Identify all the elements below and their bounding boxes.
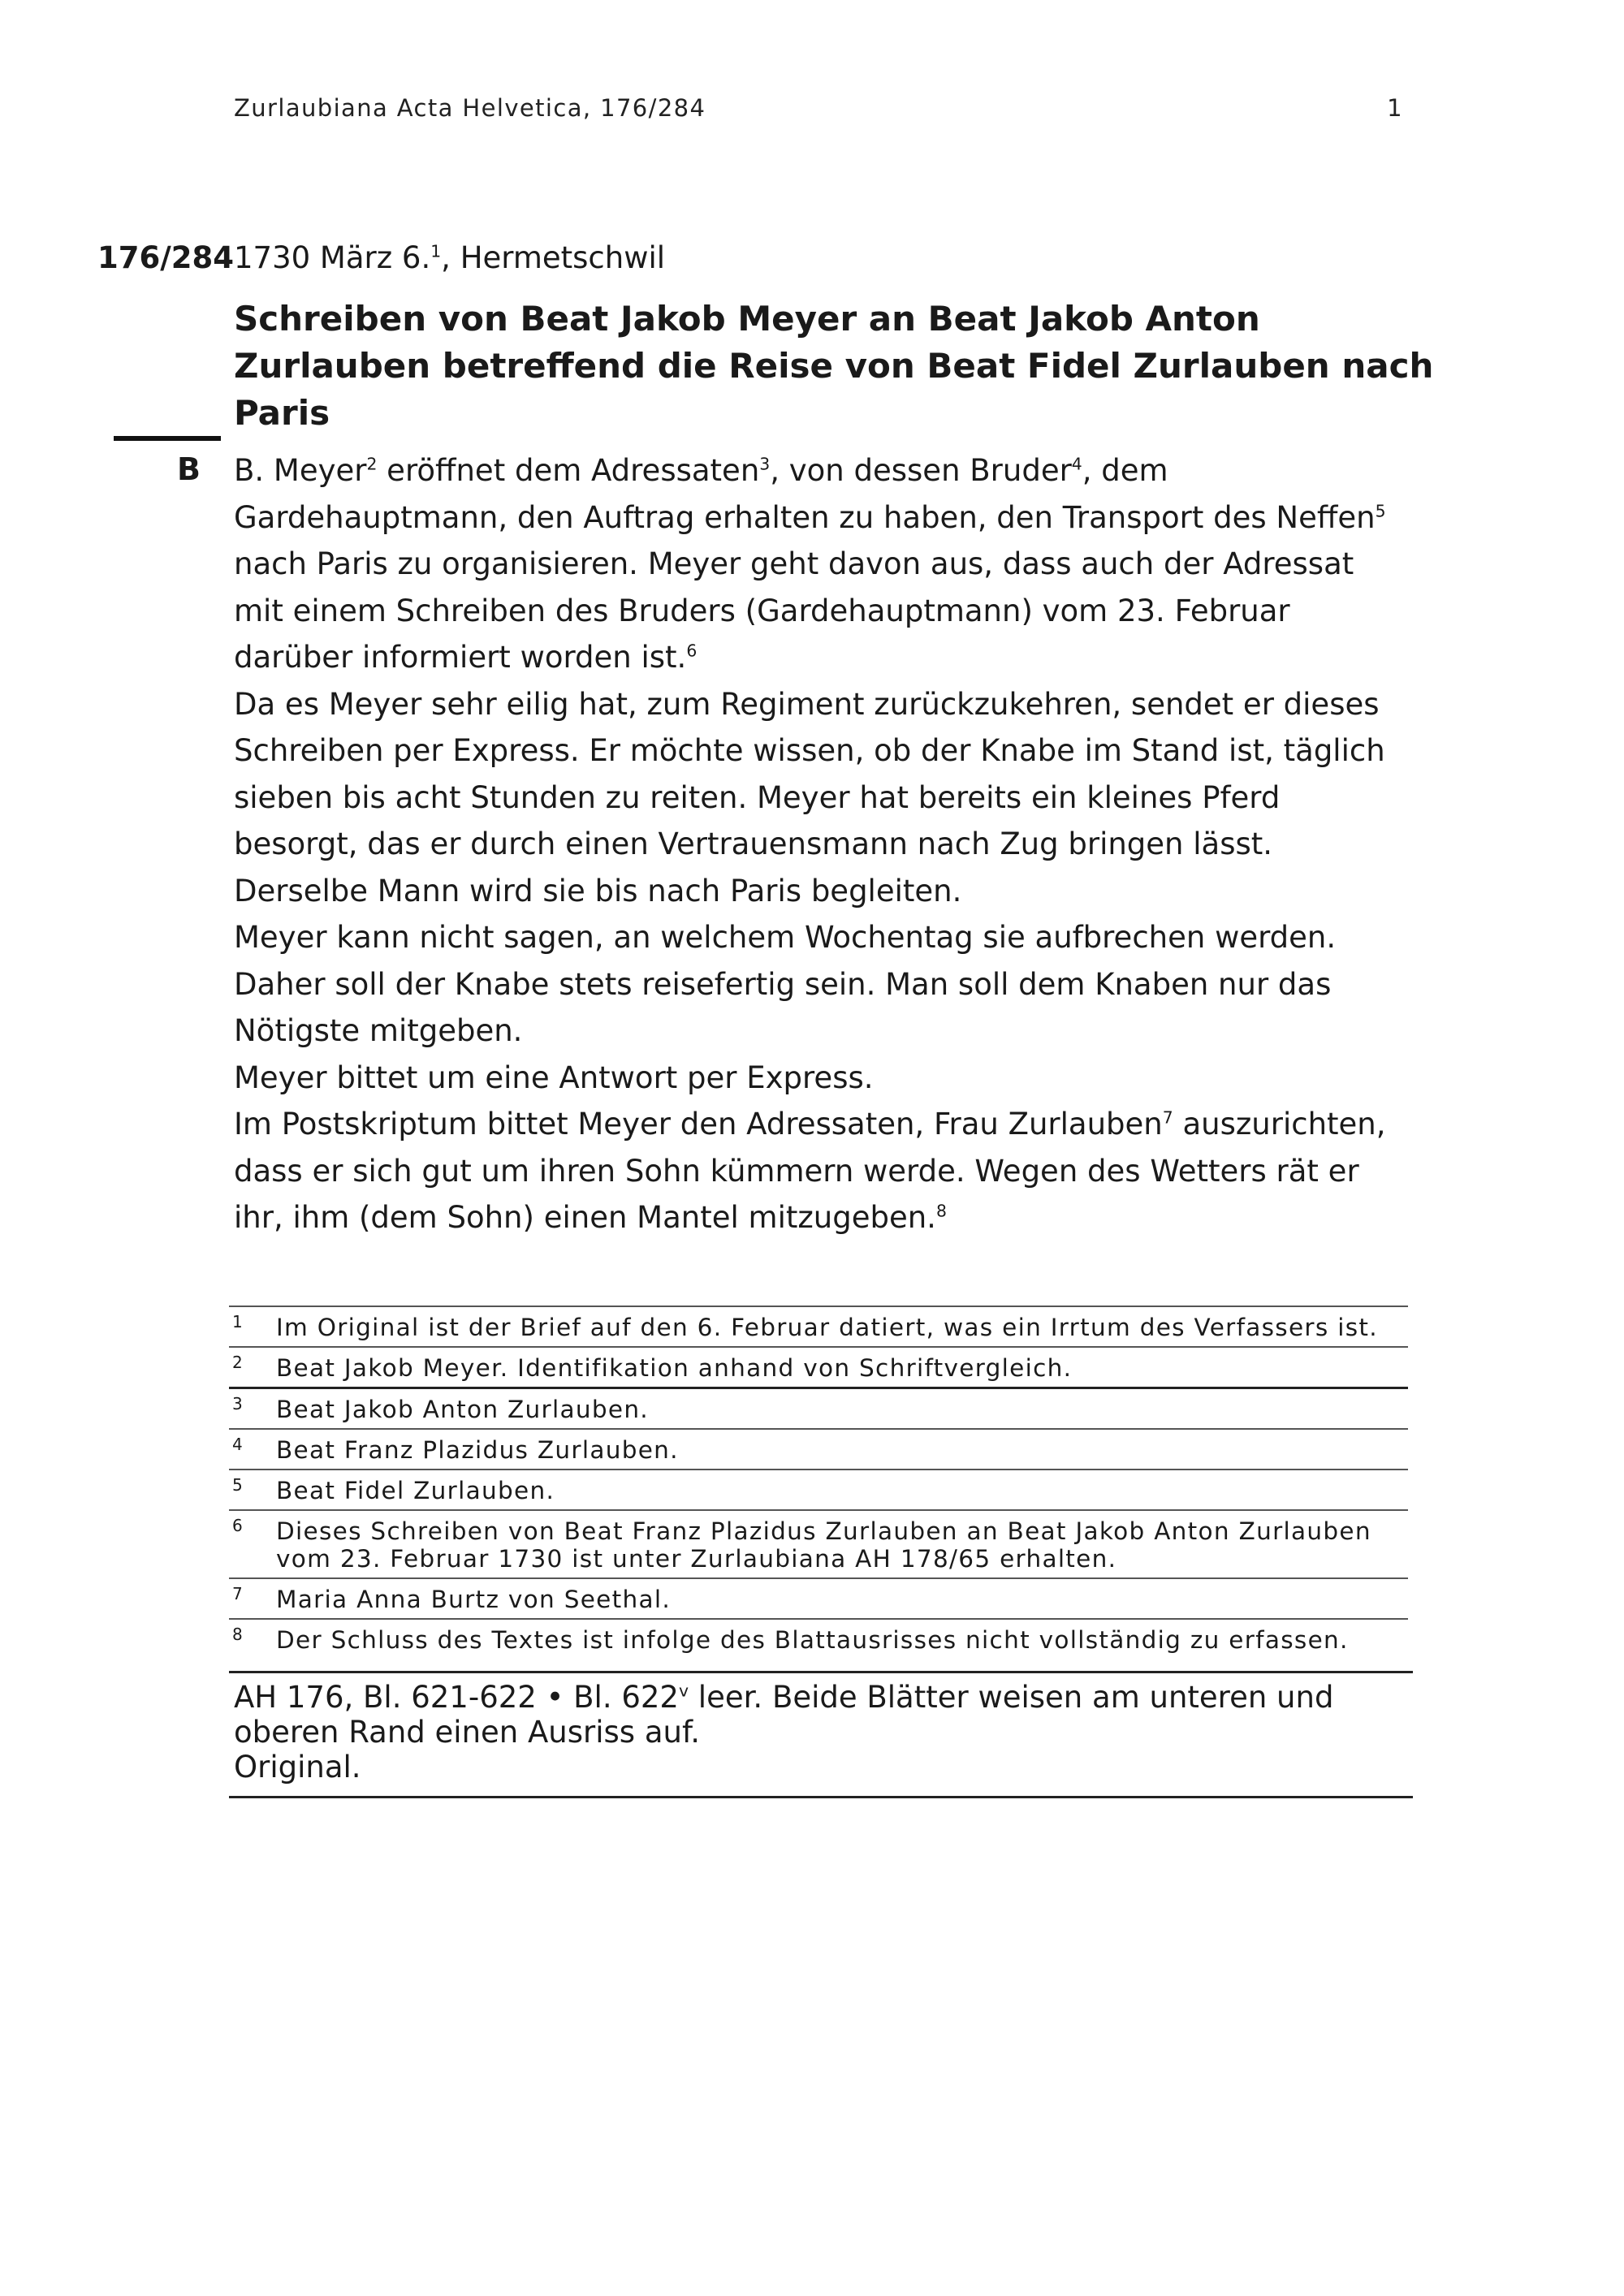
footnote-text: Dieses Schreiben von Beat Franz Plazidus Zurlauben an Beat Jakob Anton Zurlauben vom 23. Februar 1730 ist unter Zurlaubiana AH 178/65 erhalten.: [276, 1517, 1371, 1573]
footnote: [229, 1579, 1408, 1620]
entry-id: 176/284: [97, 240, 234, 275]
abstract-text: nach Paris zu organisieren. Meyer geht davon aus, dass auch der Adressat mit einem Schreiben des Bruders (Gardehauptmann) vom 23. Februar darüber informiert worden ist.: [234, 546, 1354, 675]
footnote: [229, 1389, 1408, 1430]
abstract-paragraph-3: Meyer kann nicht sagen, an welchem Wochentag sie aufbrechen werden. Daher soll der Knabe stets reisefertig sein. Man soll dem Knaben nur das Nötigste mitgeben.: [234, 920, 1337, 1048]
running-head-title: Zurlaubiana Acta Helvetica, 176/284: [234, 94, 706, 122]
footnote-ref-7[interactable]: 7: [1162, 1107, 1173, 1128]
footnote-ref-8[interactable]: 8: [935, 1201, 947, 1221]
abstract: [234, 447, 1411, 1241]
abstract-paragraph-2: Da es Meyer sehr eilig hat, zum Regiment zurückzukehren, sendet er dieses Schreiben per Express. Er möchte wissen, ob der Knabe im Stand ist, täglich sieben bis acht Stunden zu reiten. Meyer hat bereits ein kleines Pferd besorgt, das er durch einen Vertrauensmann nach Zug bringen lässt. Derselbe Mann wird sie bis nach Paris begleiten.: [234, 686, 1385, 908]
source-note: [229, 1671, 1413, 1798]
footnote-text: Beat Franz Plazidus Zurlauben.: [276, 1436, 679, 1464]
source-text: leer. Beide Blätter weisen am unteren und oberen Rand einen Ausriss auf.: [234, 1680, 1334, 1750]
document-type-marker: B: [177, 451, 201, 487]
abstract-text: , von dessen Bruder: [770, 453, 1072, 488]
footnote: [229, 1307, 1408, 1348]
abstract-text: , dem Gardehauptmann, den Auftrag erhalten zu haben, den Transport des Neffen: [234, 453, 1376, 535]
abstract-paragraph-1: [234, 447, 1411, 681]
entry-date-line: [234, 240, 665, 275]
footnote-ref-2[interactable]: 2: [366, 454, 378, 474]
source-line-2: Original.: [234, 1750, 361, 1785]
footnote-ref-1[interactable]: 1: [430, 241, 442, 261]
footnote-number: 3: [232, 1394, 244, 1413]
footnote-text: Im Original ist der Brief auf den 6. Februar datiert, was ein Irrtum des Verfassers ist.: [276, 1314, 1378, 1341]
footnote-text: Beat Jakob Anton Zurlauben.: [276, 1396, 649, 1423]
footnote-number: 4: [232, 1435, 244, 1454]
source-text: AH 176, Bl. 621-622 • Bl. 622: [234, 1680, 679, 1715]
footnote-text: Maria Anna Burtz von Seethal.: [276, 1586, 672, 1613]
source-line-1: [234, 1680, 1413, 1750]
abstract-paragraph-4: Meyer bittet um eine Antwort per Express.: [234, 1060, 874, 1095]
footnote-number: 1: [232, 1312, 244, 1331]
footnote: [229, 1511, 1408, 1579]
abstract-text: Im Postskriptum bittet Meyer den Adressaten, Frau Zurlauben: [234, 1107, 1163, 1142]
footnote-ref-6[interactable]: 6: [686, 641, 698, 661]
footnote-ref-4[interactable]: 4: [1071, 454, 1082, 474]
entry-place: , Hermetschwil: [441, 240, 666, 275]
verso-marker: v: [678, 1681, 689, 1701]
footnote: [229, 1620, 1408, 1659]
footnote: [229, 1470, 1408, 1511]
footnote-number: 6: [232, 1516, 244, 1535]
footnote-text: Beat Fidel Zurlauben.: [276, 1477, 555, 1504]
footnote-ref-5[interactable]: 5: [1375, 501, 1386, 521]
footnote-number: 5: [232, 1475, 244, 1495]
abstract-text: auszurichten, dass er sich gut um ihren Sohn kümmern werde. Wegen des Wetters rät er ihr, ihm (dem Sohn) einen Mantel mitzugeben.: [234, 1107, 1386, 1235]
entry-date: 1730 März 6.: [234, 240, 431, 275]
footnote-text: Beat Jakob Meyer. Identifikation anhand von Schriftvergleich.: [276, 1354, 1073, 1382]
footnote-number: 2: [232, 1353, 244, 1372]
abstract-paragraph-5: [234, 1101, 1411, 1241]
section-rule: [114, 436, 221, 441]
footnote-number: 7: [232, 1584, 244, 1603]
running-head: [234, 94, 1403, 122]
entry-title: Schreiben von Beat Jakob Meyer an Beat Jakob Anton Zurlauben betreffend die Reise von Beat Fidel Zurlauben nach Paris: [234, 299, 1434, 433]
abstract-text: B. Meyer: [234, 453, 367, 488]
abstract-text: eröffnet dem Adressaten: [377, 453, 760, 488]
footnote: [229, 1348, 1408, 1389]
footnotes: [229, 1306, 1408, 1659]
footnote-ref-3[interactable]: 3: [759, 454, 771, 474]
footnote: [229, 1430, 1408, 1470]
footnote-number: 8: [232, 1625, 244, 1644]
footnote-text: Der Schluss des Textes ist infolge des Blattausrisses nicht vollständig zu erfassen.: [276, 1626, 1349, 1654]
page-number: 1: [1387, 94, 1403, 122]
